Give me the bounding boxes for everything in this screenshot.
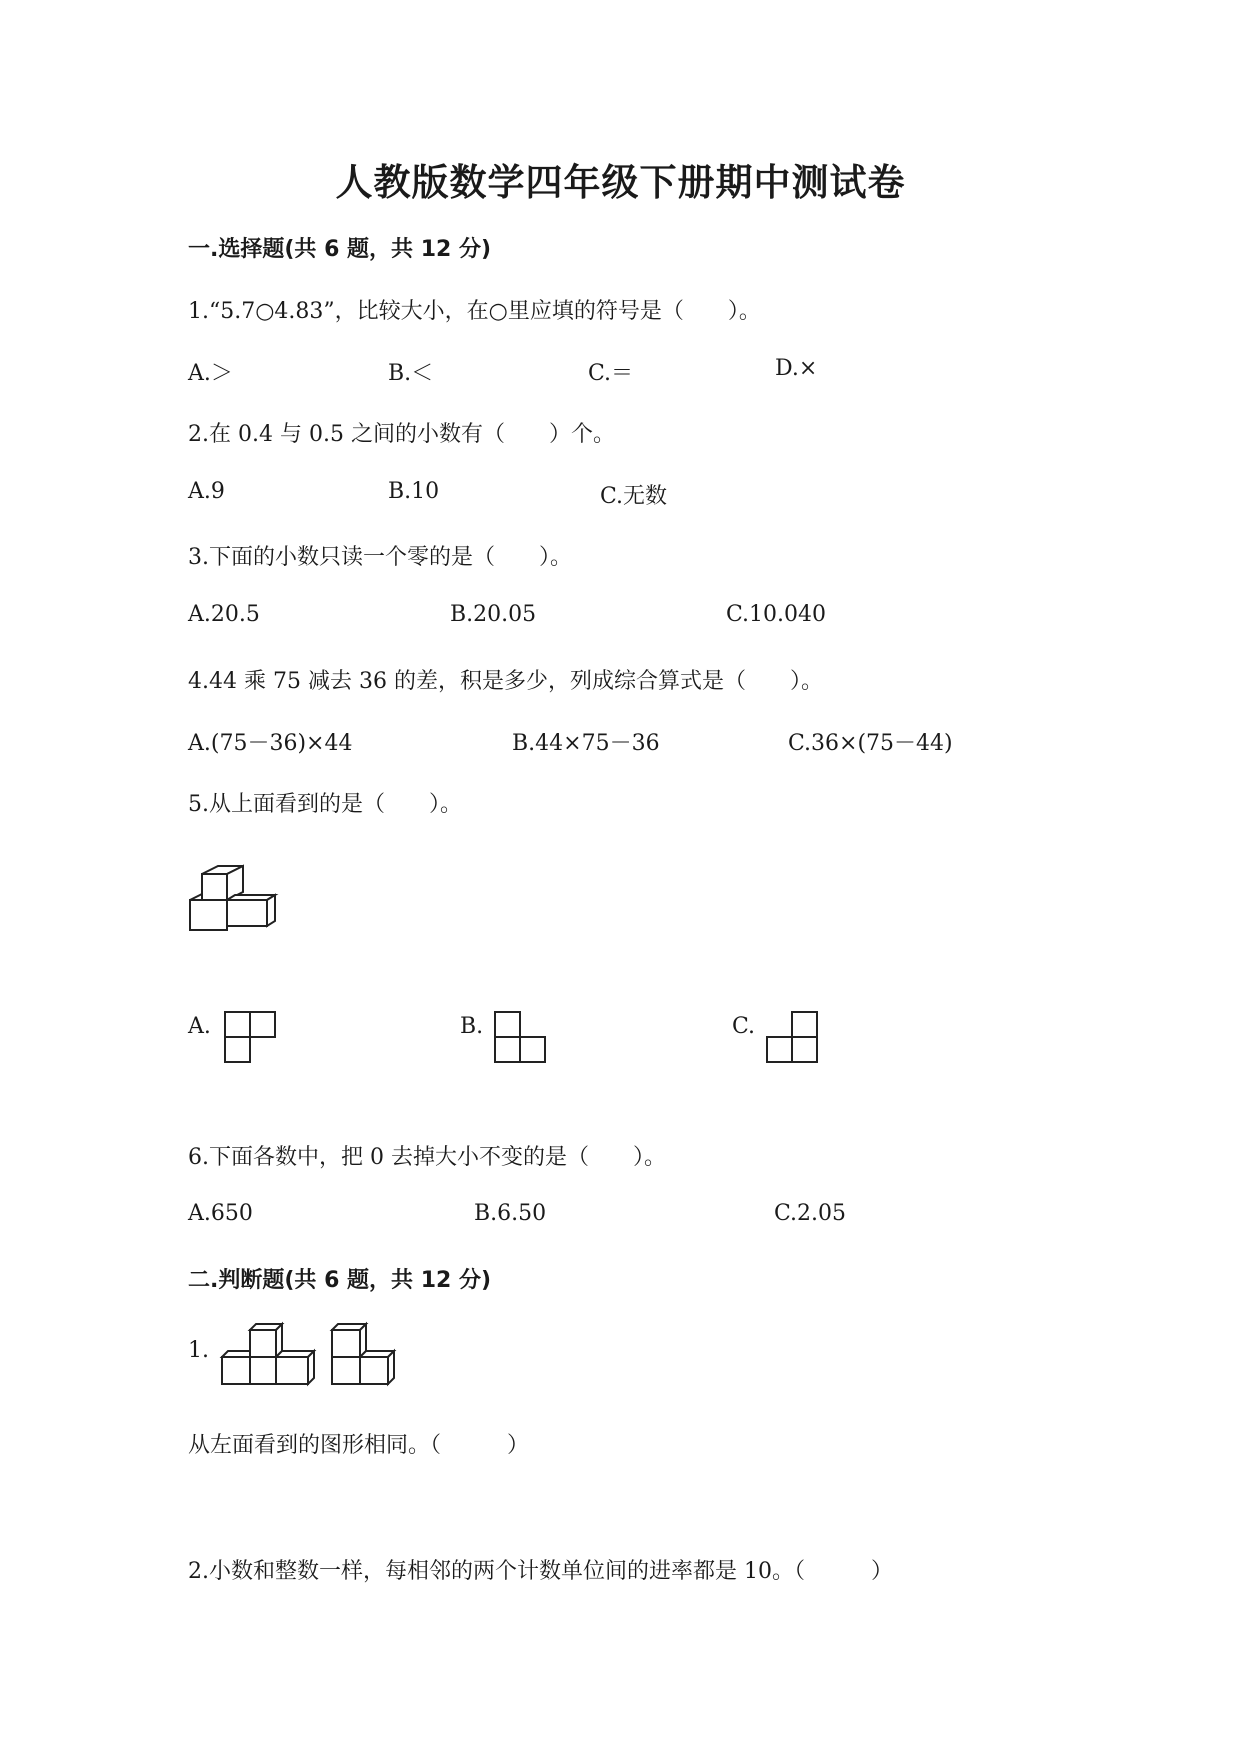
- q5-option-c-figure: [766, 1011, 818, 1065]
- page-title: 人教版数学四年级下册期中测试卷: [335, 160, 906, 204]
- section-heading-judgment: 二.判断题(共 6 题，共 12 分): [188, 1268, 492, 1293]
- q5-option-b-figure: [494, 1011, 546, 1065]
- q1-option-a: A.＞: [188, 361, 233, 386]
- judgment-1-number: 1.: [188, 1338, 209, 1363]
- q5-option-c: C.: [732, 1014, 756, 1039]
- q1-option-d: D.×: [775, 356, 818, 381]
- q5-option-a-figure: [224, 1011, 276, 1065]
- q3-option-c: C.10.040: [726, 602, 827, 627]
- q3-option-b: B.20.05: [450, 602, 537, 627]
- q5-option-a: A.: [188, 1014, 211, 1039]
- question-5: 5.从上面看到的是（ ）。: [188, 792, 462, 817]
- q4-option-c: C.36×(75－44): [788, 731, 953, 756]
- question-6: 6.下面各数中，把 0 去掉大小不变的是（ ）。: [188, 1145, 666, 1170]
- question-3: 3.下面的小数只读一个零的是（ ）。: [188, 545, 572, 570]
- q5-option-b: B.: [460, 1014, 484, 1039]
- q6-option-c: C.2.05: [774, 1201, 847, 1226]
- q6-option-b: B.6.50: [474, 1201, 547, 1226]
- q2-option-a: A.9: [188, 479, 225, 504]
- q4-option-a: A.(75－36)×44: [188, 731, 353, 756]
- cube-stack-figure: [188, 866, 288, 944]
- q1-option-b: B.＜: [388, 361, 434, 386]
- q4-option-b: B.44×75－36: [512, 731, 660, 756]
- q2-option-b: B.10: [388, 479, 440, 504]
- q1-option-c: C.＝: [588, 361, 634, 386]
- section-heading-choice: 一.选择题(共 6 题，共 12 分): [188, 237, 492, 262]
- question-4: 4.44 乘 75 减去 36 的差，积是多少，列成综合算式是（ ）。: [188, 669, 823, 694]
- q6-option-a: A.650: [188, 1201, 253, 1226]
- cube-row-figure-left: [220, 1322, 320, 1390]
- cube-row-figure-right: [330, 1322, 400, 1390]
- q2-option-c: C.无数: [600, 484, 668, 509]
- question-1: 1.“5.7○4.83”，比较大小，在○里应填的符号是（ ）。: [188, 299, 761, 324]
- judgment-1-text: 从左面看到的图形相同。（ ）: [188, 1433, 530, 1458]
- question-2: 2.在 0.4 与 0.5 之间的小数有（ ）个。: [188, 422, 615, 447]
- q3-option-a: A.20.5: [188, 602, 260, 627]
- judgment-2: 2.小数和整数一样，每相邻的两个计数单位间的进率都是 10。（ ）: [188, 1559, 893, 1584]
